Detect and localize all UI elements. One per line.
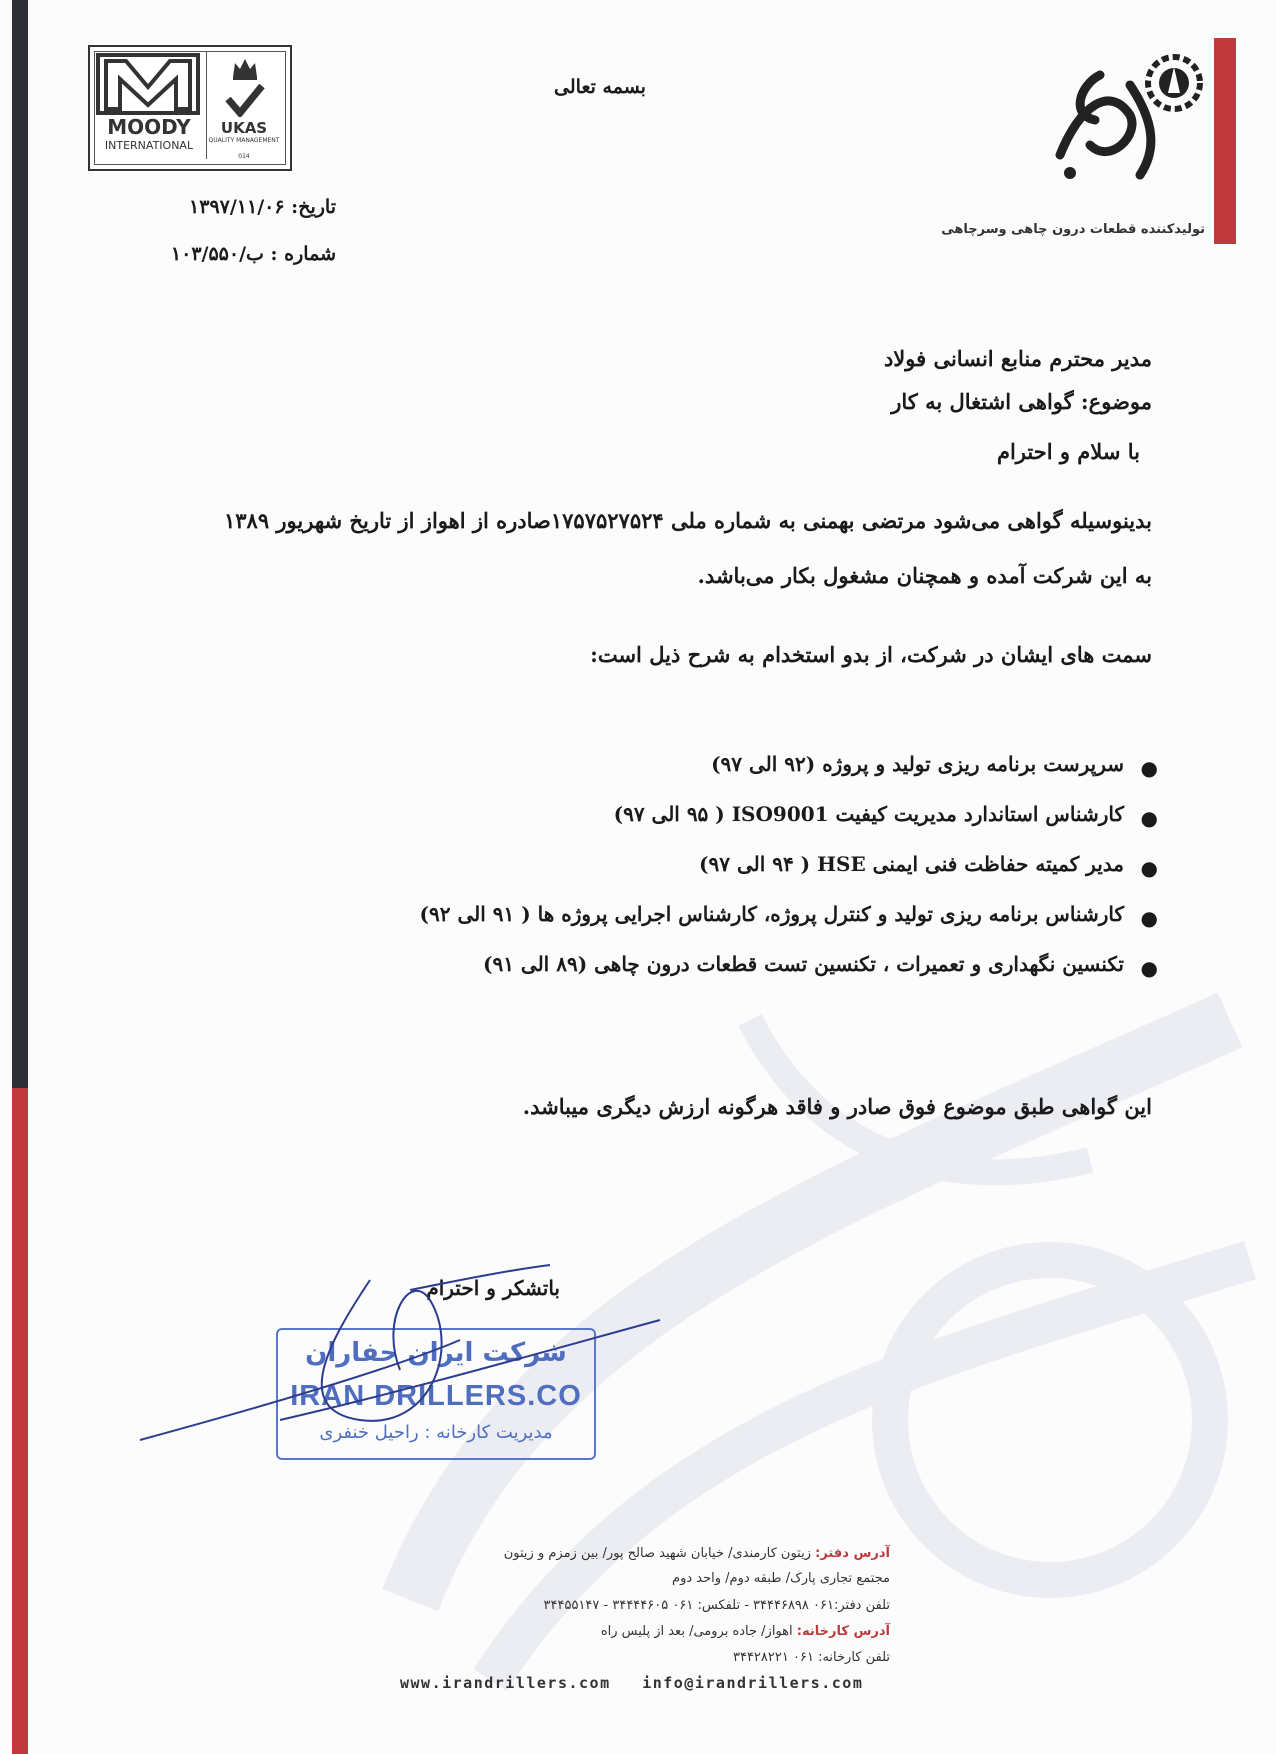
closing-statement: این گواهی طبق موضوع فوق صادر و فاقد هرگونه ارزش دیگری میباشد. bbox=[522, 1094, 1152, 1119]
email-link[interactable]: info@irandrillers.com bbox=[642, 1674, 864, 1692]
moody-m-mark-icon bbox=[96, 53, 200, 115]
moody-name: MOODY bbox=[107, 115, 191, 139]
left-color-strip bbox=[12, 0, 28, 1754]
positions-list bbox=[300, 752, 1160, 1002]
left-strip-dark bbox=[12, 0, 28, 1088]
subject: موضوع: گواهی اشتغال به کار bbox=[891, 389, 1152, 414]
footer-factory-address bbox=[330, 1624, 890, 1639]
body-paragraph-2: به این شرکت آمده و همچنان مشغول بکار می‌باشد. bbox=[697, 563, 1152, 588]
ukas-sub: QUALITY MANAGEMENT bbox=[208, 137, 280, 144]
list-item bbox=[300, 802, 1160, 852]
website-link[interactable]: www.irandrillers.com bbox=[400, 1674, 611, 1692]
factory-address-label: آدرس کارخانه: bbox=[796, 1624, 890, 1639]
list-item bbox=[300, 952, 1160, 1002]
bullet-icon: ● bbox=[1140, 756, 1158, 780]
footer-web-contact bbox=[400, 1674, 864, 1692]
list-item bbox=[300, 902, 1160, 952]
position-text: کارشناس برنامه ریزی تولید و کنترل پروژه، کارشناس اجرایی پروژه ها ( ۹۱ الی ۹۲) bbox=[419, 902, 1124, 926]
ukas-name: UKAS bbox=[220, 119, 268, 137]
letter-number: شماره : ب/۱۰۳/۵۵۰ bbox=[170, 243, 336, 265]
right-red-bar bbox=[1214, 38, 1236, 244]
ukas-mark bbox=[206, 51, 281, 159]
signature-icon bbox=[130, 1260, 670, 1460]
stamp-line-3: مدیریت کارخانه : راحیل خنفری bbox=[319, 1422, 553, 1443]
regards: باتشکر و احترام bbox=[426, 1276, 560, 1300]
bismillah: بسمه تعالی bbox=[554, 76, 646, 98]
bullet-icon: ● bbox=[1140, 806, 1158, 830]
checkmark-icon bbox=[225, 83, 265, 117]
left-strip-red bbox=[12, 1088, 28, 1754]
greeting: با سلام و احترام bbox=[996, 439, 1140, 464]
office-address-label: آدرس دفتر: bbox=[815, 1546, 890, 1561]
list-item bbox=[300, 752, 1160, 802]
footer-factory-phone: تلفن کارخانه: ۰۶۱ ۳۴۴۲۸۲۲۱ bbox=[732, 1650, 890, 1665]
position-text: کارشناس استاندارد مدیریت کیفیت ISO9001 ( ۹۵ الی ۹۷) bbox=[613, 802, 1124, 826]
stamp-line-1: شرکت ایران حفاران bbox=[305, 1338, 567, 1368]
company-tagline: تولیدکننده قطعات درون چاهی وسرچاهی bbox=[941, 222, 1205, 237]
bullet-icon: ● bbox=[1140, 856, 1158, 880]
stamp-line-2: IRAN DRILLERS.CO bbox=[290, 1380, 582, 1412]
position-text: تکنسین نگهداری و تعمیرات ، تکنسین تست قطعات درون چاهی (۸۹ الی ۹۱) bbox=[483, 952, 1124, 976]
footer-office-address bbox=[330, 1546, 890, 1561]
recipient: مدیر محترم منابع انسانی فولاد bbox=[883, 346, 1152, 371]
list-item bbox=[300, 852, 1160, 902]
ukas-code: 014 bbox=[238, 153, 250, 160]
body-paragraph-1: بدینوسیله گواهی می‌شود مرتضی بهمنی به شماره ملی ۱۷۵۷۵۲۷۵۲۴صادره از اهواز از تاریخ شهریور ۱۳۸۹ bbox=[223, 508, 1152, 533]
positions-intro: سمت های ایشان در شرکت، از بدو استخدام به شرح ذیل است: bbox=[590, 642, 1152, 667]
bullet-icon: ● bbox=[1140, 956, 1158, 980]
crown-icon bbox=[231, 55, 259, 81]
letter-date: تاریخ: ۱۳۹۷/۱۱/۰۶ bbox=[189, 196, 336, 218]
moody-ukas-logo bbox=[88, 45, 292, 171]
bullet-icon: ● bbox=[1140, 906, 1158, 930]
position-text: سرپرست برنامه ریزی تولید و پروژه (۹۲ الی ۹۷) bbox=[711, 752, 1124, 776]
footer-office-phone: تلفن دفتر:۰۶۱ ۳۴۴۴۶۸۹۸ - تلفکس: ۰۶۱ ۳۴۴۴۴۶۰۵ - ۳۴۴۵۵۱۴۷ bbox=[543, 1598, 890, 1613]
factory-address-text: اهواز/ جاده برومی/ بعد از پلیس راه bbox=[600, 1624, 793, 1639]
footer-office-address-2: مجتمع تجاری پارک/ طبقه دوم/ واحد دوم bbox=[672, 1571, 890, 1586]
office-address-text: زیتون کارمندی/ خیابان شهید صالح پور/ بین زمزم و زیتون bbox=[503, 1546, 811, 1561]
iran-drillers-logo-icon bbox=[1040, 45, 1210, 195]
moody-sub: INTERNATIONAL bbox=[104, 139, 194, 152]
position-text: مدیر کمیته حفاظت فنی ایمنی HSE ( ۹۴ الی ۹۷) bbox=[699, 852, 1124, 876]
